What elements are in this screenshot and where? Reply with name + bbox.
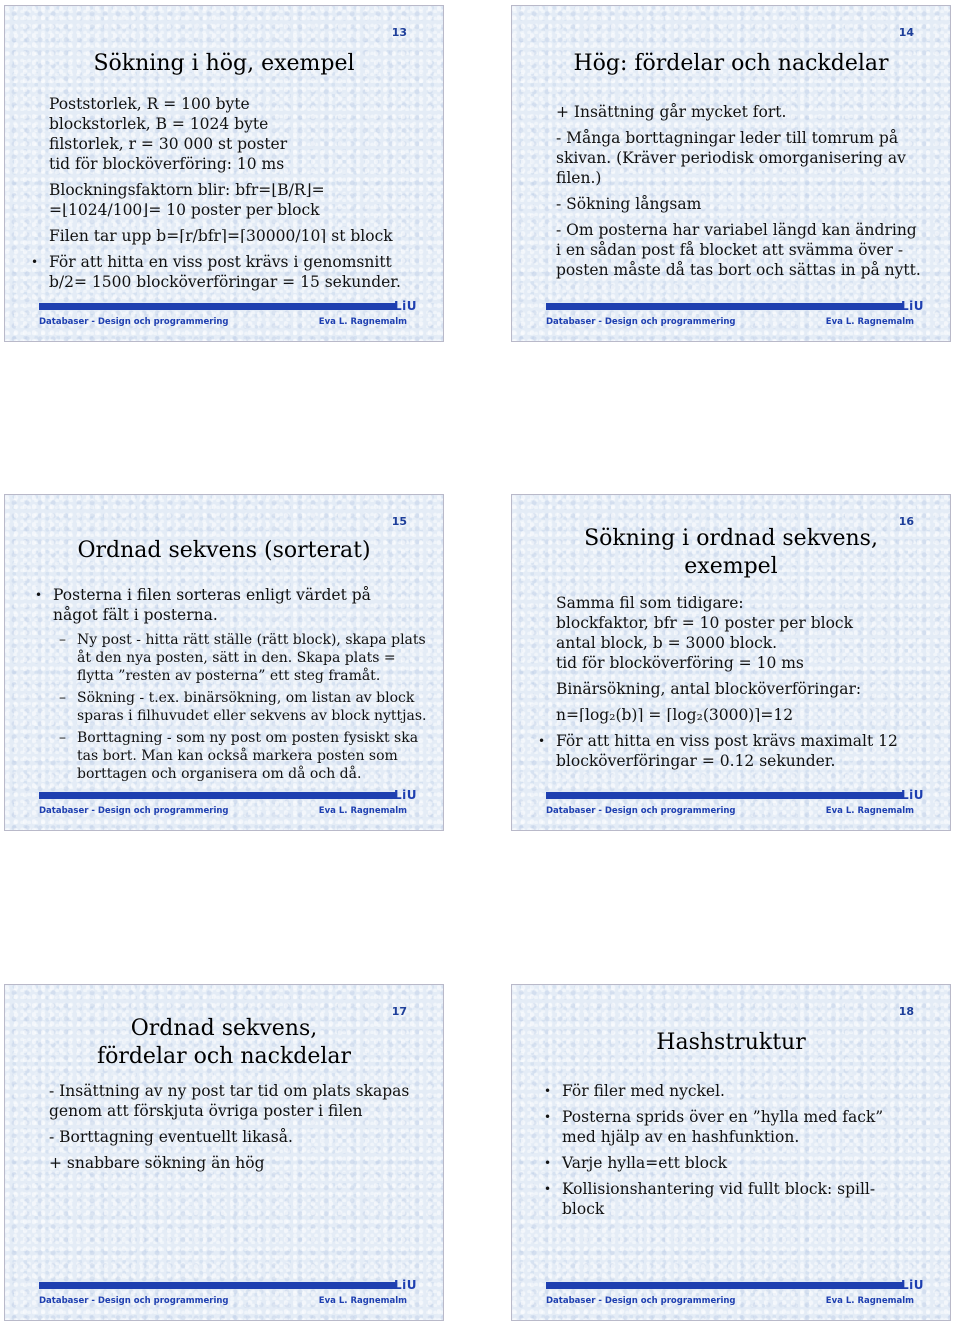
text-line: skivan. (Kräver periodisk omorganisering av xyxy=(556,149,906,167)
text-line: i en sådan post få blocket att svämma över - xyxy=(556,241,904,259)
footer-bar xyxy=(39,792,397,799)
footer-author: Eva L. Ragnemalm xyxy=(825,317,914,327)
text-line: - Många borttagningar leder till tomrum på xyxy=(556,129,899,147)
footer-bar xyxy=(546,792,904,799)
bullet-item: • För filer med nyckel. xyxy=(562,1081,924,1101)
footer-bar xyxy=(39,303,397,310)
bullet-item: • Posterna sprids över en ”hylla med fack” xyxy=(562,1107,924,1127)
text-line: - Sökning långsam xyxy=(556,195,702,213)
text-line: + snabbare sökning än hög xyxy=(49,1154,265,1172)
footer-bar xyxy=(546,303,904,310)
liu-logo: LiU xyxy=(393,1278,417,1292)
bullet-item: • Varje hylla=ett block xyxy=(562,1153,924,1173)
sub-bullet-item: – Sökning - t.ex. binärsökning, om listan av block xyxy=(53,689,417,707)
text-line: block xyxy=(562,1200,605,1218)
slide-body xyxy=(562,1081,924,1219)
text-line: filen.) xyxy=(556,169,602,187)
text-line: - Insättning av ny post tar tid om plats skapas xyxy=(49,1082,410,1100)
text-line: tas bort. Man kan också markera posten som xyxy=(77,748,398,764)
bullet-item: • Posterna i filen sorteras enligt värdet på xyxy=(53,585,417,605)
footer-course: Databaser - Design och programmering xyxy=(546,317,736,327)
slide-number: 13 xyxy=(391,26,407,39)
text-line: Filen tar upp b=⌈r/bfr⌉=⌈30000/10⌉ st block xyxy=(49,227,393,245)
text-line: - Borttagning eventuellt likaså. xyxy=(49,1128,293,1146)
footer-author: Eva L. Ragnemalm xyxy=(318,317,407,327)
slide-13 xyxy=(4,5,444,342)
formula: n=⌈log₂(b)⌉ = ⌈log₂(3000)⌉=12 xyxy=(556,706,794,724)
sub-bullet-item: – Borttagning - som ny post om posten fysiskt ska xyxy=(53,729,417,747)
text-line: Binärsökning, antal blocköverföringar: xyxy=(556,680,862,698)
slide-body xyxy=(49,1081,417,1173)
slide-title: Hashstruktur xyxy=(656,1030,806,1055)
slide-16 xyxy=(511,494,951,831)
text-line: med hjälp av en hashfunktion. xyxy=(562,1128,800,1146)
slide-title: Hög: fördelar och nackdelar xyxy=(573,51,889,76)
bullet-item: • För att hitta en viss post krävs i genomsnitt xyxy=(49,252,417,272)
slide-title: Sökning i ordnad sekvens, exempel xyxy=(584,526,878,579)
text-line: Blockningsfaktorn blir: bfr=⌊B/R⌋= xyxy=(49,181,325,199)
sub-bullet-item: – Ny post - hitta rätt ställe (rätt block), skapa plats xyxy=(53,631,417,649)
slide-number: 15 xyxy=(391,515,407,528)
footer-author: Eva L. Ragnemalm xyxy=(825,806,914,816)
liu-logo: LiU xyxy=(393,788,417,802)
slide-body xyxy=(556,593,924,771)
slide-number: 16 xyxy=(898,515,914,528)
footer-bar xyxy=(546,1282,904,1289)
text-line: =⌊1024/100⌋= 10 poster per block xyxy=(49,201,320,219)
text-line: blockfaktor, bfr = 10 poster per block xyxy=(556,614,853,632)
text-line: flytta ”resten av posterna” ett steg framåt. xyxy=(77,668,381,684)
slide-17 xyxy=(4,984,444,1321)
slide-15 xyxy=(4,494,444,831)
slide-title: Sökning i hög, exempel xyxy=(93,51,355,76)
text-line: + Insättning går mycket fort. xyxy=(556,103,787,121)
footer-bar xyxy=(39,1282,397,1289)
text-line: Poststorlek, R = 100 byte xyxy=(49,95,250,113)
liu-logo: LiU xyxy=(900,788,924,802)
slide-body xyxy=(556,102,924,280)
liu-logo: LiU xyxy=(900,1278,924,1292)
bullet-item: • För att hitta en viss post krävs maximalt 12 xyxy=(556,731,924,751)
text-line: tid för blocköverföring = 10 ms xyxy=(556,654,804,672)
text-line: posten måste då tas bort och sättas in på nytt. xyxy=(556,261,921,279)
text-line: blocköverföringar = 0.12 sekunder. xyxy=(556,752,836,770)
text-line: antal block, b = 3000 block. xyxy=(556,634,778,652)
text-line: filstorlek, r = 30 000 st poster xyxy=(49,135,288,153)
slide-number: 17 xyxy=(391,1005,407,1018)
slide-number: 14 xyxy=(898,26,914,39)
slide-title: Ordnad sekvens, fördelar och nackdelar xyxy=(96,1016,352,1069)
text-line: tid för blocköverföring: 10 ms xyxy=(49,155,285,173)
slide-14 xyxy=(511,5,951,342)
text-line: blockstorlek, B = 1024 byte xyxy=(49,115,269,133)
slide-body xyxy=(53,585,427,783)
footer-course: Databaser - Design och programmering xyxy=(39,317,229,327)
text-line: åt den nya posten, sätt in den. Skapa plats = xyxy=(77,650,396,666)
slide-18 xyxy=(511,984,951,1321)
slide-title: Ordnad sekvens (sorterat) xyxy=(77,538,371,563)
footer-course: Databaser - Design och programmering xyxy=(546,1296,736,1306)
slide-number: 18 xyxy=(898,1005,914,1018)
footer-author: Eva L. Ragnemalm xyxy=(318,806,407,816)
text-line: genom att förskjuta övriga poster i filen xyxy=(49,1102,363,1120)
bullet-item: • Kollisionshantering vid fullt block: spill- xyxy=(562,1179,924,1199)
text-line: - Om posterna har variabel längd kan ändring xyxy=(556,221,917,239)
footer-course: Databaser - Design och programmering xyxy=(546,806,736,816)
text-line: b/2= 1500 blocköverföringar = 15 sekunder. xyxy=(49,273,401,291)
footer-author: Eva L. Ragnemalm xyxy=(318,1296,407,1306)
footer-author: Eva L. Ragnemalm xyxy=(825,1296,914,1306)
footer-course: Databaser - Design och programmering xyxy=(39,806,229,816)
text-line: Samma fil som tidigare: xyxy=(556,594,744,612)
text-line: borttagen och organisera om då och då. xyxy=(77,766,362,782)
footer-course: Databaser - Design och programmering xyxy=(39,1296,229,1306)
liu-logo: LiU xyxy=(393,299,417,313)
text-line: något fält i posterna. xyxy=(53,606,218,624)
text-line: sparas i filhuvudet eller sekvens av block nyttjas. xyxy=(77,708,427,724)
liu-logo: LiU xyxy=(900,299,924,313)
slide-body xyxy=(49,94,417,292)
